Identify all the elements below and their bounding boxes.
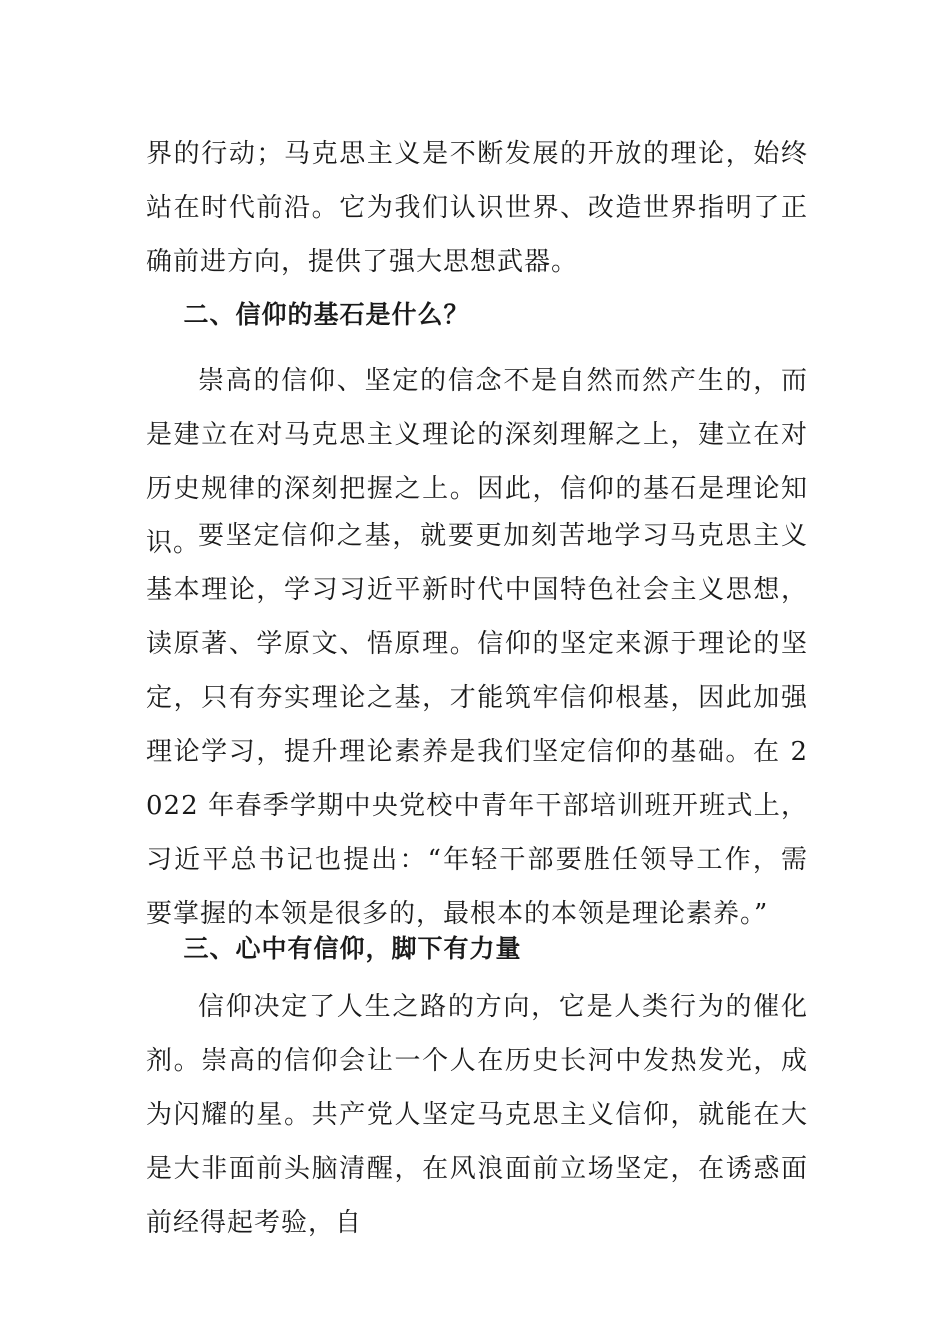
paragraph-faith-strength: 信仰决定了人生之路的方向，它是人类行为的催化剂。崇高的信仰会让一个人在历史长河中发热发光，成为闪耀的星。共产党人坚定马克思主义信仰，就能在大是大非面前头脑清醒，在风浪面前立场坚定，在诱惑面前经得起考验，自	[146, 992, 808, 1238]
section-heading-two: 二、信仰的基石是什么？	[183, 300, 470, 329]
paragraph-continuation: 界的行动；马克思主义是不断发展的开放的理论，始终站在时代前沿。它为我们认识世界、改造世界指明了正确前进方向，提供了强大思想武器。	[146, 139, 808, 277]
paragraph-faith-foundation: 崇高的信仰、坚定的信念不是自然而然产生的，而是建立在对马克思主义理论的深刻理解之上，建立在对历史规律的深刻把握之上。因此，信仰的基石是理论知识。	[146, 366, 808, 558]
section-heading-three: 三、心中有信仰，脚下有力量	[183, 934, 522, 963]
paragraph-theory-study: 要坚定信仰之基，就要更加刻苦地学习马克思主义基本理论，学习习近平新时代中国特色社会主义思想，读原著、学原文、悟原理。信仰的坚定来源于理论的坚定，只有夯实理论之基，才能筑牢信仰根基，因此加强理论学习，提升理论素养是我们坚定信仰的基础。在 2022 年春季学期中央党校中青年干部培训班开班式上，习近平总书记也提出：“年轻干部要胜任领导工作，需要掌握的本领是很多的，最根本的本领是理论素养。”	[146, 521, 808, 929]
